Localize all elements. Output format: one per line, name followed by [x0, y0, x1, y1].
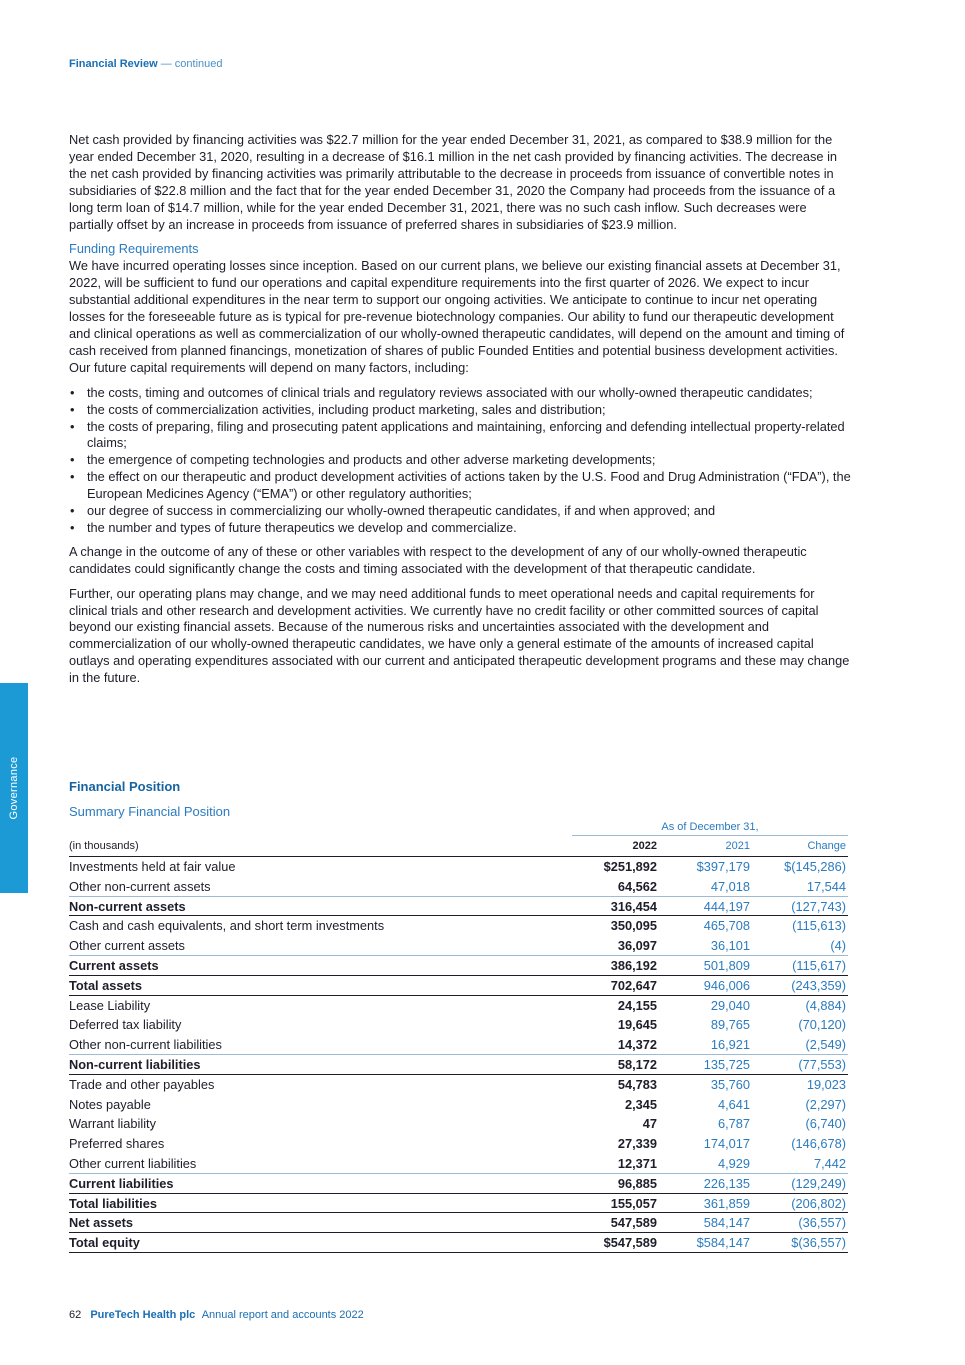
table-row	[69, 1194, 848, 1214]
value-2021: 16,921	[710, 1037, 750, 1053]
value-2021: 135,725	[703, 1056, 750, 1072]
value-2022: 27,339	[617, 1136, 657, 1152]
value-2021: 226,135	[703, 1175, 750, 1191]
table-row	[69, 1015, 848, 1035]
row-label: Total equity	[69, 1235, 140, 1251]
value-2021: 47,018	[710, 878, 750, 894]
table-row	[69, 1154, 848, 1174]
row-label: Notes payable	[69, 1096, 151, 1112]
value-2021: 36,101	[710, 938, 750, 954]
page-footer	[69, 1309, 364, 1321]
value-2022: 64,562	[617, 878, 657, 894]
value-2021: 361,859	[703, 1195, 750, 1211]
value-2021: 35,760	[710, 1076, 750, 1092]
value-change: 19,023	[806, 1076, 846, 1092]
footer-report: Annual report and accounts 2022	[201, 1309, 364, 1321]
table-row	[69, 1233, 848, 1253]
summary-financial-position-subheading: Summary Financial Position	[69, 804, 231, 819]
row-label: Trade and other payables	[69, 1076, 215, 1092]
section-side-tab[interactable]	[0, 683, 28, 893]
value-change: (4)	[830, 938, 846, 954]
col-change-header: Change	[807, 840, 846, 852]
value-2021: 444,197	[703, 898, 750, 914]
table-row	[69, 897, 848, 917]
list-item: • our degree of success in commercializing our wholly-owned therapeutic candidates, if and when approved; and	[69, 503, 852, 520]
value-2022: 155,057	[610, 1195, 657, 1211]
financial-position-heading: Financial Position	[69, 779, 181, 794]
value-change: (4,884)	[805, 997, 846, 1013]
value-2021: 174,017	[703, 1136, 750, 1152]
as-of-header: As of December 31,	[572, 821, 848, 836]
table-row	[69, 1174, 848, 1194]
value-2022: 2,345	[624, 1096, 657, 1112]
row-label: Deferred tax liability	[69, 1017, 182, 1033]
row-label: Investments held at fair value	[69, 859, 236, 874]
list-item: • the costs, timing and outcomes of clinical trials and regulatory reviews associated with our wholly-owned therapeutic candidates;	[69, 385, 852, 402]
list-item: • the costs of commercialization activities, including product marketing, sales and distribution;	[69, 402, 852, 419]
row-label: Non-current assets	[69, 898, 186, 914]
table-row	[69, 1213, 848, 1233]
value-change: (127,743)	[791, 898, 846, 914]
header-section: Financial Review	[69, 58, 158, 70]
value-change: (70,120)	[798, 1017, 846, 1033]
row-label: Other non-current liabilities	[69, 1037, 222, 1053]
value-2022: 47	[642, 1116, 657, 1132]
value-change: $(145,286)	[784, 859, 846, 874]
row-label: Other current liabilities	[69, 1155, 197, 1171]
value-2022: 386,192	[610, 957, 657, 973]
table-row	[69, 936, 848, 956]
running-header	[69, 58, 222, 70]
paragraph-change-outcome: A change in the outcome of any of these or other variables with respect to the development of any of our wholly-owned therapeutic candidates could significantly change the costs and timing associated with the development of that therapeutic candidate.	[69, 543, 807, 576]
column-header-row	[69, 840, 848, 857]
value-change: (36,557)	[798, 1215, 846, 1231]
value-2021: 584,147	[703, 1215, 750, 1231]
value-change: (206,802)	[791, 1195, 846, 1211]
value-2022: 54,783	[617, 1076, 657, 1092]
row-label: Total liabilities	[69, 1195, 157, 1211]
row-label: Preferred shares	[69, 1136, 165, 1152]
table-row	[69, 1134, 848, 1154]
row-label: Non-current liabilities	[69, 1056, 201, 1072]
row-label: Total assets	[69, 977, 143, 993]
value-change: (115,613)	[792, 918, 846, 934]
value-2022: 14,372	[617, 1037, 657, 1053]
table-row	[69, 916, 848, 936]
value-change: (77,553)	[798, 1056, 846, 1072]
value-2022: 702,647	[610, 977, 657, 993]
side-tab-label: Governance	[8, 756, 20, 820]
value-2022: 350,095	[610, 918, 657, 934]
value-change: (146,678)	[791, 1136, 846, 1152]
row-label: Warrant liability	[69, 1116, 156, 1132]
row-label: Cash and cash equivalents, and short term investments	[69, 918, 385, 934]
value-change: (2,297)	[805, 1096, 846, 1112]
table-row	[69, 1095, 848, 1115]
value-change: (2,549)	[805, 1037, 846, 1053]
list-item: • the number and types of future therapeutics we develop and commercialize.	[69, 520, 852, 537]
value-2022: 24,155	[617, 997, 657, 1013]
value-2022: 36,097	[617, 938, 657, 954]
header-continued: — continued	[160, 58, 223, 70]
value-2021: $584,147	[696, 1235, 750, 1251]
table-row	[69, 877, 848, 897]
table-row	[69, 857, 848, 877]
row-label: Other current assets	[69, 938, 185, 954]
list-item: • the costs of preparing, filing and prosecuting patent applications and maintaining, enforcing and defending intellectual property-related claims;	[69, 419, 852, 453]
table-row	[69, 996, 848, 1016]
row-label: Lease Liability	[69, 997, 151, 1013]
value-2021: 4,929	[717, 1155, 750, 1171]
value-change: $(36,557)	[791, 1235, 846, 1251]
value-2021: $397,179	[696, 859, 750, 874]
factors-list	[69, 385, 852, 537]
value-2022: $547,589	[603, 1235, 657, 1251]
table-body	[69, 857, 848, 1253]
row-label: Current assets	[69, 957, 159, 973]
value-change: (243,359)	[791, 977, 846, 993]
value-change: (129,249)	[791, 1175, 846, 1191]
col-2022-header: 2022	[632, 840, 657, 852]
value-2022: 19,645	[617, 1017, 657, 1033]
col-label-header: (in thousands)	[69, 840, 139, 852]
value-change: (6,740)	[805, 1116, 846, 1132]
paragraph-operating-plans: Further, our operating plans may change, and we may need additional funds to meet operational needs and capital requirements for clinical trials and other research and development activities. We currently have no credit facility or other committed sources of capital beyond our existing financial assets. Because of the numerous risks and uncertainties associated with the development and commercialization of our wholly-owned therapeutic candidates, we have only a general estimate of the amounts of increased capital outlays and operating expenditures associated with our current and anticipated therapeutic development programs and these may change in the future.	[69, 585, 850, 686]
list-item: • the effect on our therapeutic and product development activities of actions taken by the U.S. Food and Drug Administration (“FDA”), the European Medicines Agency (“EMA”) or other regulatory authorities;	[69, 469, 852, 503]
value-2021: 4,641	[717, 1096, 750, 1112]
row-label: Net assets	[69, 1215, 134, 1231]
table-row	[69, 1075, 848, 1095]
value-2022: 12,371	[617, 1155, 657, 1171]
value-2021: 89,765	[710, 1017, 750, 1033]
row-label: Current liabilities	[69, 1175, 174, 1191]
body-text	[69, 132, 852, 695]
paragraph-funding: We have incurred operating losses since inception. Based on our current plans, we believe our existing financial assets at December 31, 2022, will be sufficient to fund our operations and capital expenditure requirements into the first quarter of 2026. We expect to incur substantial additional expenditures in the near term to support our ongoing activities. We anticipate to continue to incur net operating losses for the foreseeable future as is typical for pre-revenue biotechnology companies. Our ability to fund our therapeutic development and clinical operations as well as commercialization of our wholly-owned therapeutic candidates, will depend on the amount and timing of cash received from planned financings, monetization of shares of public Founded Entities and potential business development activities. Our future capital requirements will depend on many factors, including:	[69, 258, 845, 375]
footer-company: PureTech Health plc	[90, 1309, 196, 1321]
value-2021: 6,787	[717, 1116, 750, 1132]
table-row	[69, 976, 848, 996]
value-2022: 58,172	[617, 1056, 657, 1072]
value-2021: 501,809	[703, 957, 750, 973]
value-change: (115,617)	[792, 957, 846, 973]
table-row	[69, 1055, 848, 1075]
col-2021-header: 2021	[725, 840, 750, 852]
value-2022: 96,885	[617, 1175, 657, 1191]
value-2022: 316,454	[610, 898, 657, 914]
table-row	[69, 1114, 848, 1134]
value-2022: $251,892	[603, 859, 657, 874]
value-2022: 547,589	[610, 1215, 657, 1231]
paragraph-financing-cash: Net cash provided by financing activities was $22.7 million for the year ended December 31, 2021, as compared to $38.9 million for the year ended December 31, 2020, resulting in a decrease of $16.1 million in the net cash provided by financing activities. The decrease in the net cash provided by financing activities was primarily attributable to the decrease in proceeds from issuance of convertible notes in subsidiaries of $22.8 million and the fact that for the year ended December 31, 2020 the Company had proceeds from the issuance of a long term loan of $14.7 million, while for the year ended December 31, 2021, there was no such cash inflow. Such decreases were partially offset by an increase in proceeds from issuance of preferred shares in subsidiaries of $23.9 million.	[69, 132, 838, 232]
value-2021: 29,040	[710, 997, 750, 1013]
funding-requirements-heading: Funding Requirements	[69, 241, 199, 257]
value-2021: 465,708	[703, 918, 750, 934]
table-row	[69, 956, 848, 976]
row-label: Other non-current assets	[69, 878, 211, 894]
value-change: 7,442	[813, 1155, 846, 1171]
value-2021: 946,006	[703, 977, 750, 993]
list-item: • the emergence of competing technologies and products and other adverse marketing developments;	[69, 452, 852, 469]
value-change: 17,544	[806, 878, 846, 894]
page-number: 62	[69, 1309, 82, 1321]
table-row	[69, 1035, 848, 1055]
